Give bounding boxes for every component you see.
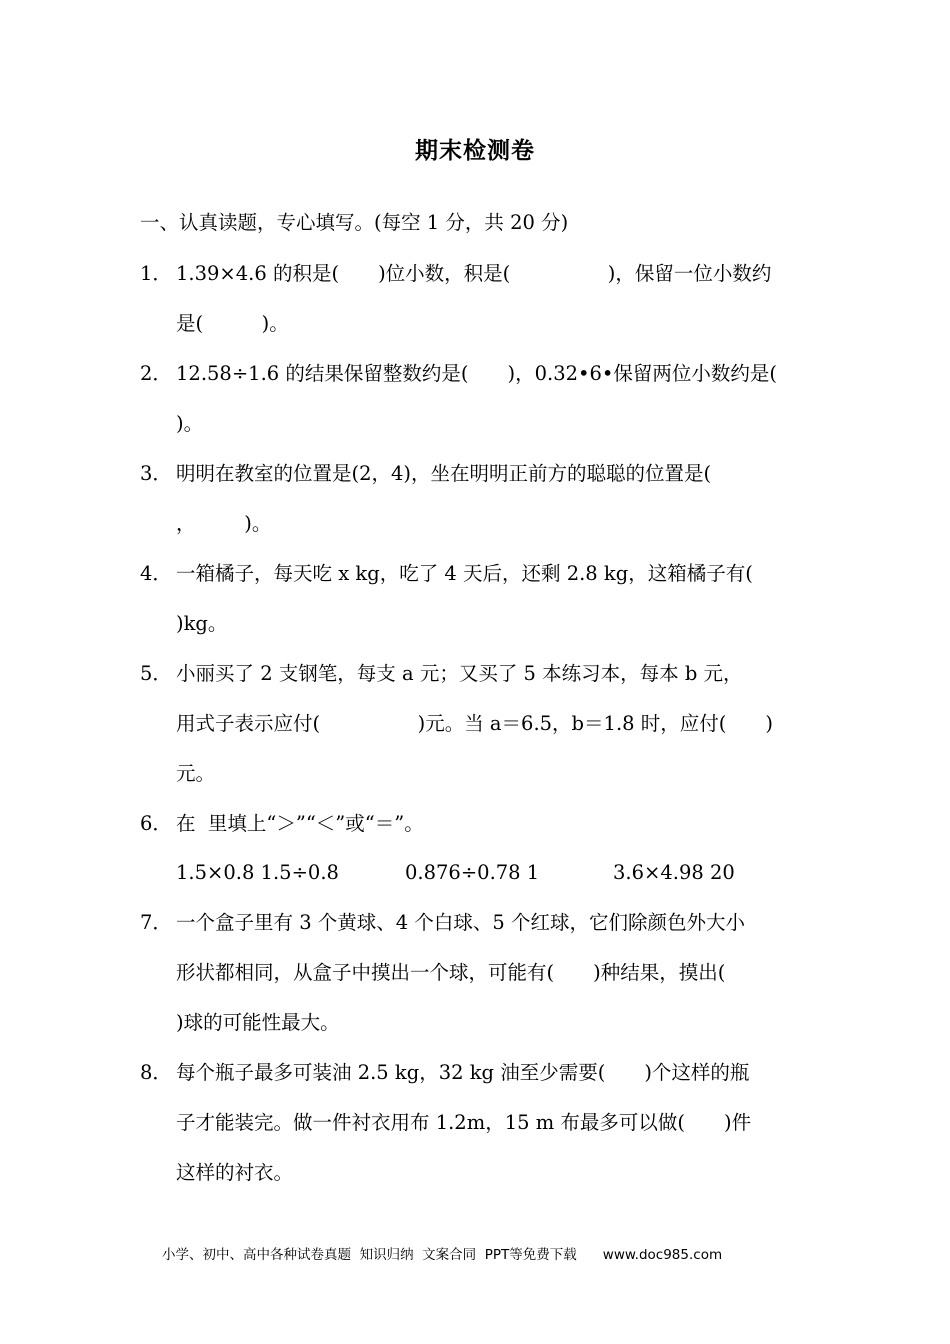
question-8-line-3: 这样的衬衣。 [176, 1161, 294, 1184]
question-2-line-2: )。 [176, 412, 204, 435]
comparison-3: 3.6×4.98 20 [613, 861, 735, 884]
question-5-line-2: 用式子表示应付( )元。当 a＝6.5，b＝1.8 时，应付( ) [176, 712, 773, 735]
question-number: 7． [140, 911, 172, 934]
question-8-line-1 [140, 1060, 749, 1086]
question-text: 小丽买了 2 支钢笔，每支 a 元；又买了 5 本练习本，每本 b 元， [176, 662, 743, 685]
question-text: 1.39×4.6 的积是( )位小数，积是( )，保留一位小数约 [176, 262, 772, 285]
question-4-line-2: )kg。 [176, 612, 228, 635]
question-text: 12.58÷1.6 的结果保留整数约是( )，0.32•6•保留两位小数约是( [176, 362, 778, 385]
comparison-2: 0.876÷0.78 1 [405, 861, 540, 884]
question-8-line-2: 子才能装完。做一件衬衣用布 1.2m，15 m 布最多可以做( )件 [176, 1111, 752, 1134]
question-text: 每个瓶子最多可装油 2.5 kg，32 kg 油至少需要( )个这样的瓶 [176, 1061, 750, 1084]
page-title: 期末检测卷 [415, 138, 535, 164]
footer-text: 小学、初中、高中各种试卷真题 知识归纳 文案合同 PPT等免费下载 [162, 1247, 577, 1263]
question-6-line-1 [140, 811, 424, 837]
question-7-line-1 [140, 910, 745, 936]
question-3-line-2: ， )。 [176, 512, 272, 535]
question-number: 5． [140, 662, 172, 685]
question-7-line-2: 形状都相同，从盒子中摸出一个球，可能有( )种结果，摸出( [176, 961, 726, 984]
question-text: 在 里填上“＞”“＜”或“＝”。 [176, 812, 424, 835]
footer-url-link[interactable]: www.doc985.com [602, 1247, 723, 1263]
question-number: 3． [140, 462, 172, 485]
question-text: 一箱橘子，每天吃 x kg，吃了 4 天后，还剩 2.8 kg，这箱橘子有( [176, 562, 753, 585]
question-2-line-1 [140, 361, 777, 387]
question-text: 明明在教室的位置是(2，4)，坐在明明正前方的聪聪的位置是( [176, 462, 712, 485]
question-7-line-3: )球的可能性最大。 [176, 1011, 340, 1034]
question-text: 一个盒子里有 3 个黄球、4 个白球、5 个红球，它们除颜色外大小 [176, 911, 746, 934]
comparison-1: 1.5×0.8 1.5÷0.8 [176, 861, 339, 884]
question-number: 8． [140, 1061, 172, 1084]
question-4-line-1 [140, 561, 753, 587]
question-5-line-1 [140, 661, 743, 687]
question-3-line-1 [140, 461, 711, 487]
question-1-line-2: 是( )。 [176, 312, 289, 335]
question-number: 1． [140, 262, 172, 285]
question-number: 2． [140, 362, 172, 385]
page-footer [162, 1243, 722, 1263]
question-number: 6． [140, 812, 172, 835]
section-heading: 一、认真读题，专心填写。(每空 1 分，共 20 分) [140, 211, 569, 234]
question-5-line-3: 元。 [176, 762, 216, 785]
question-number: 4． [140, 562, 172, 585]
question-1-line-1 [140, 261, 771, 287]
